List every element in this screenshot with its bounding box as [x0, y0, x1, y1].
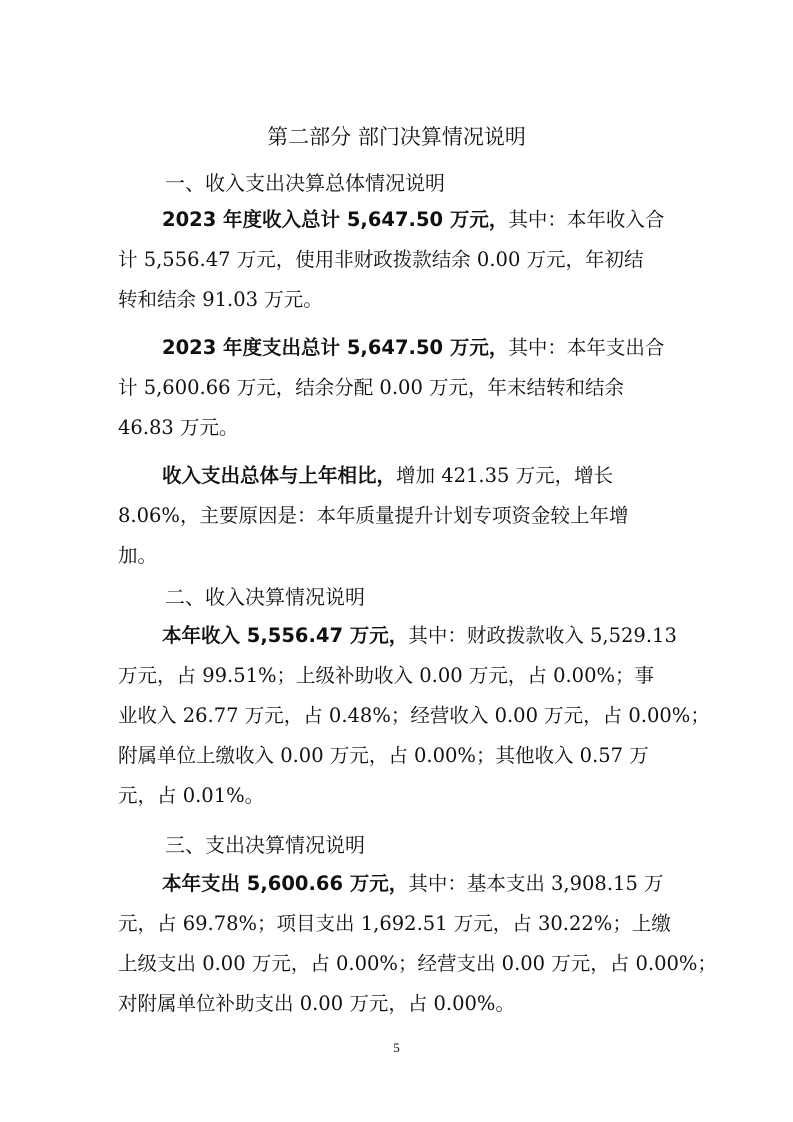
page-title: 第二部分 部门决算情况说明	[267, 125, 526, 149]
paragraph-line: 业收入 26.77 万元，占 0.48%；经营收入 0.00 万元，占 0.00%；	[118, 704, 710, 727]
paragraph-expense-total	[118, 328, 678, 448]
paragraph-line: 2023 年度收入总计 5,647.50 万元，其中：本年收入合	[162, 208, 665, 231]
paragraph-line: 本年收入 5,556.47 万元，其中：财政拨款收入 5,529.13	[162, 624, 677, 647]
paragraph-line: 收入支出总体与上年相比，增加 421.35 万元，增长	[162, 464, 614, 487]
paragraph-line: 8.06%，主要原因是：本年质量提升计划专项资金较上年增	[118, 504, 629, 527]
paragraph-line: 2023 年度支出总计 5,647.50 万元，其中：本年支出合	[162, 336, 665, 359]
section-heading-income: 二、收入决算情况说明	[165, 585, 365, 609]
paragraph-line: 计 5,556.47 万元，使用非财政拨款结余 0.00 万元，年初结	[118, 248, 644, 271]
paragraph-expense-detail	[118, 864, 717, 1024]
paragraph-line: 附属单位上缴收入 0.00 万元，占 0.00%；其他收入 0.57 万	[118, 744, 649, 767]
paragraph-line: 转和结余 91.03 万元。	[118, 288, 323, 311]
paragraph-income-total	[118, 200, 678, 320]
section-heading-overview: 一、收入支出决算总体情况说明	[165, 171, 445, 195]
paragraph-line: 46.83 万元。	[118, 416, 239, 439]
paragraph-line: 元，占 69.78%；项目支出 1,692.51 万元，占 30.22%；上缴	[118, 912, 671, 935]
bold-lead: 本年支出 5,600.66 万元，	[162, 872, 409, 895]
bold-lead: 收入支出总体与上年相比，	[162, 464, 397, 487]
page-number: 5	[393, 1040, 400, 1055]
paragraph-line: 本年支出 5,600.66 万元，其中：基本支出 3,908.15 万	[162, 872, 664, 895]
paragraph-line: 加。	[118, 544, 158, 567]
bold-lead: 2023 年度收入总计 5,647.50 万元，	[162, 208, 509, 231]
paragraph-income-detail	[118, 616, 710, 816]
bold-lead: 2023 年度支出总计 5,647.50 万元，	[162, 336, 509, 359]
section-heading-expense: 三、支出决算情况说明	[165, 833, 365, 857]
paragraph-line: 计 5,600.66 万元，结余分配 0.00 万元，年末结转和结余	[118, 376, 625, 399]
bold-lead: 本年收入 5,556.47 万元，	[162, 624, 409, 647]
paragraph-line: 万元，占 99.51%；上级补助收入 0.00 万元，占 0.00%；事	[118, 664, 655, 687]
paragraph-line: 对附属单位补助支出 0.00 万元，占 0.00%。	[118, 992, 515, 1015]
paragraph-line: 上级支出 0.00 万元，占 0.00%；经营支出 0.00 万元，占 0.00%；	[118, 952, 717, 975]
paragraph-yoy-comparison	[118, 456, 678, 576]
paragraph-line: 元，占 0.01%。	[118, 784, 265, 807]
